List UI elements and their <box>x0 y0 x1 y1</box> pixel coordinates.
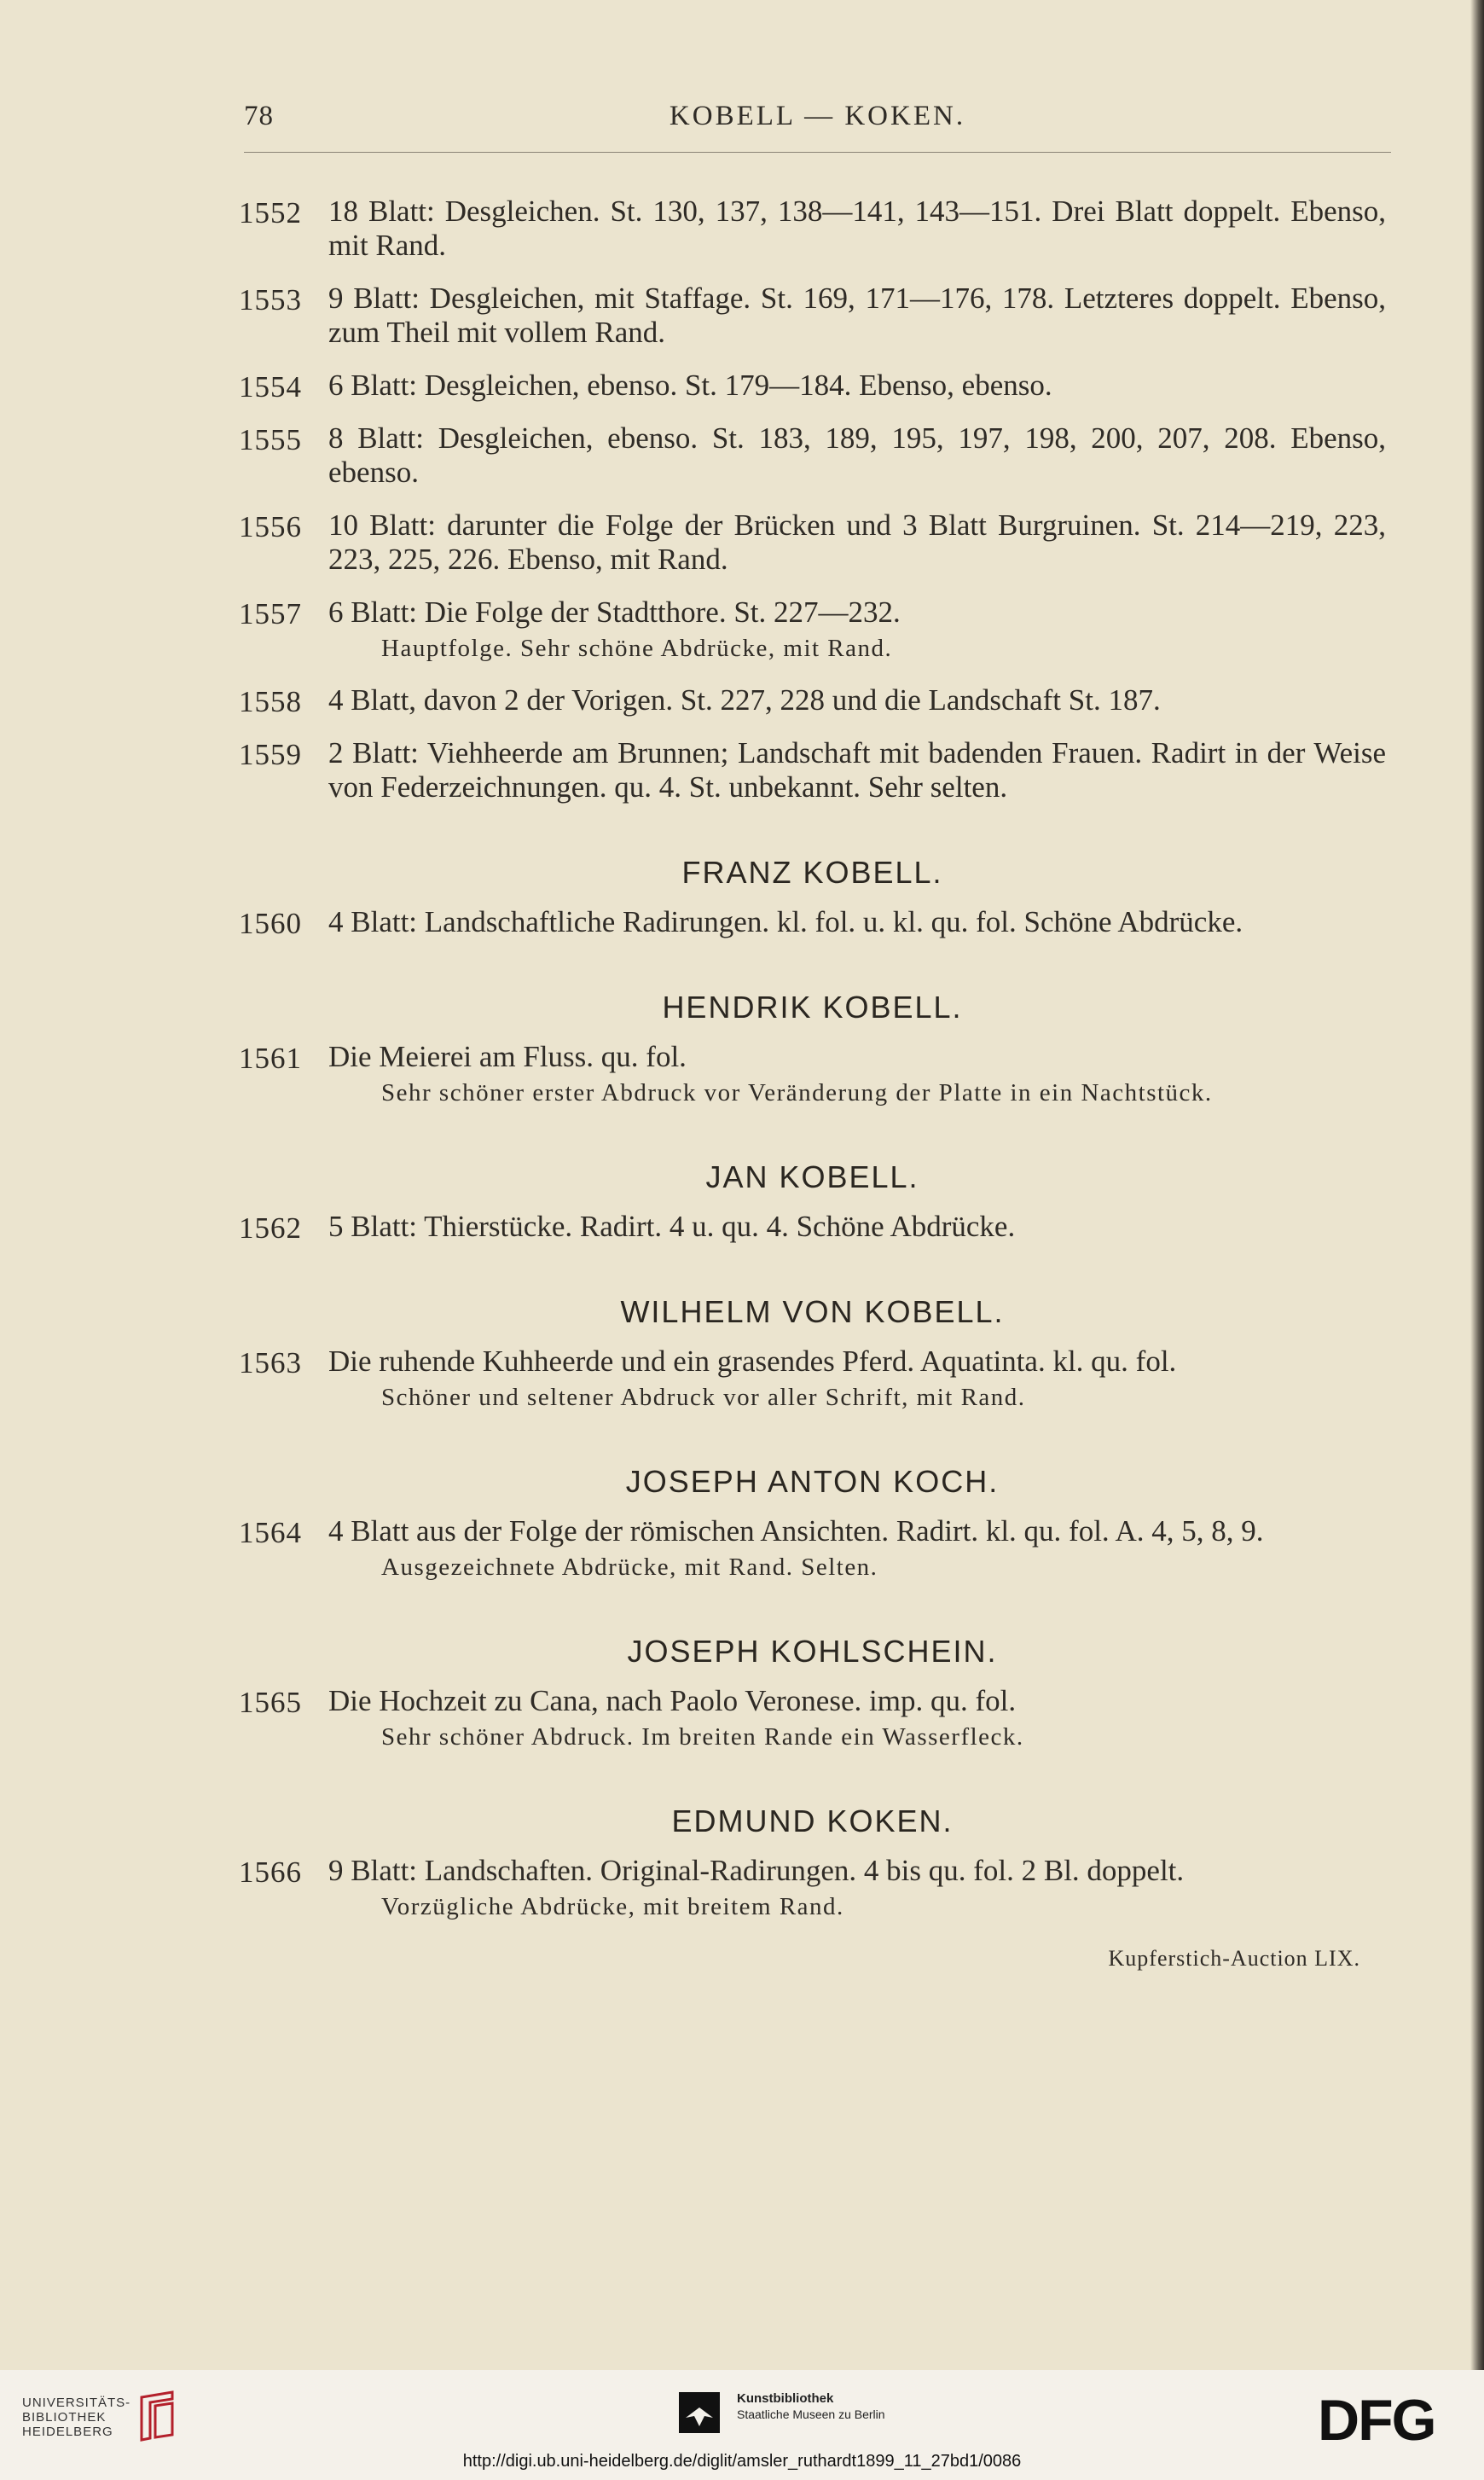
museum-label: Staatliche Museen zu Berlin <box>737 2407 885 2421</box>
lot-condition-note: Hauptfolge. Sehr schöne Abdrücke, mit Rand. <box>381 635 893 662</box>
source-url[interactable]: http://digi.ub.uni-heidelberg.de/diglit/amsler_ruthardt1899_11_27bd1/0086 <box>462 2452 1022 2471</box>
catalogue-entry <box>239 1210 1386 1244</box>
university-line: UNIVERSITÄTS- <box>22 2396 131 2410</box>
catalogue-entry <box>239 508 1386 577</box>
lot-condition-note: Schöner und seltener Abdruck vor aller Schrift, mit Rand. <box>381 1384 1026 1411</box>
lot-condition-note: Vorzügliche Abdrücke, mit breitem Rand. <box>381 1893 844 1920</box>
lot-number: 1562 <box>239 1211 302 1245</box>
lot-number: 1555 <box>239 423 302 456</box>
lot-description: Die Hochzeit zu Cana, nach Paolo Veronese. imp. qu. fol. <box>328 1684 1017 1717</box>
lot-number: 1553 <box>239 283 302 317</box>
artist-heading: WILHELM VON KOBELL. <box>620 1294 1005 1329</box>
artist-heading: HENDRIK KOBELL. <box>662 990 963 1025</box>
catalogue-entry <box>239 195 1386 263</box>
artist-heading: FRANZ KOBELL. <box>681 855 943 890</box>
catalogue-entry <box>239 905 1386 939</box>
header-rule <box>244 152 1391 153</box>
lot-number: 1554 <box>239 370 302 404</box>
signature-line: Kupferstich-Auction LIX. <box>1108 1946 1360 1971</box>
lot-description: 18 Blatt: Desgleichen. St. 130, 137, 138—141, 143—151. Drei Blatt doppelt. Ebenso, mit Rand. <box>328 195 1386 262</box>
lot-number: 1563 <box>239 1346 302 1379</box>
viewer-footer <box>0 2370 1484 2480</box>
lot-description: 6 Blatt: Die Folge der Stadtthore. St. 227—232. <box>328 595 901 629</box>
catalogue-entry <box>239 595 1386 665</box>
catalogue-entry <box>239 1345 1386 1414</box>
lot-description: 5 Blatt: Thierstücke. Radirt. 4 u. qu. 4. Schöne Abdrücke. <box>328 1210 1016 1243</box>
catalogue-entry <box>239 421 1386 490</box>
lot-description: 9 Blatt: Desgleichen, mit Staffage. St. 169, 171—176, 178. Letzteres doppelt. Ebenso, zum Theil mit vollem Rand. <box>328 282 1386 349</box>
catalogue-entry <box>239 1684 1386 1753</box>
lot-description: 4 Blatt aus der Folge der römischen Ansichten. Radirt. kl. qu. fol. A. 4, 5, 8, 9. <box>328 1514 1264 1548</box>
artist-heading: EDMUND KOKEN. <box>671 1803 954 1838</box>
catalogue-entry <box>239 1040 1386 1109</box>
running-header <box>244 101 1391 143</box>
artist-heading: JOSEPH KOHLSCHEIN. <box>627 1634 998 1669</box>
kunstbibliothek-eagle-icon <box>679 2392 720 2433</box>
lot-condition-note: Ausgezeichnete Abdrücke, mit Rand. Selten. <box>381 1554 878 1581</box>
catalogue-entry <box>239 1514 1386 1583</box>
lot-description: 9 Blatt: Landschaften. Original-Radirungen. 4 bis qu. fol. 2 Bl. doppelt. <box>328 1854 1185 1887</box>
catalogue-entry <box>239 683 1386 717</box>
lot-condition-note: Sehr schöner erster Abdruck vor Veränderung der Platte in ein Nachtstück. <box>381 1079 1213 1106</box>
artist-heading: JOSEPH ANTON KOCH. <box>625 1464 1000 1499</box>
catalogue-entries <box>239 195 1386 1976</box>
kunstbibliothek-logo <box>679 2387 935 2438</box>
university-line: HEIDELBERG <box>22 2425 113 2439</box>
catalogue-entry <box>239 282 1386 350</box>
artist-heading: JAN KOBELL. <box>705 1159 919 1194</box>
lot-number: 1557 <box>239 597 302 630</box>
kunstbibliothek-label: Kunstbibliothek <box>737 2391 834 2406</box>
lot-number: 1566 <box>239 1856 302 1889</box>
lot-number: 1561 <box>239 1042 302 1075</box>
running-title: KOBELL — KOKEN. <box>669 101 966 131</box>
lot-number: 1558 <box>239 685 302 718</box>
lot-description: 8 Blatt: Desgleichen, ebenso. St. 183, 189, 195, 197, 198, 200, 207, 208. Ebenso, ebenso. <box>328 421 1386 489</box>
page-edge-shadow <box>1470 0 1484 2370</box>
lot-description: 10 Blatt: darunter die Folge der Brücken und 3 Blatt Burgruinen. St. 214—219, 223, 223, 225, 226. Ebenso, mit Rand. <box>328 508 1386 576</box>
lot-condition-note: Sehr schöner Abdruck. Im breiten Rande ein Wasserfleck. <box>381 1723 1024 1751</box>
lot-description: 4 Blatt: Landschaftliche Radirungen. kl. fol. u. kl. qu. fol. Schöne Abdrücke. <box>328 905 1243 938</box>
catalogue-entry <box>239 369 1386 403</box>
lot-number: 1552 <box>239 196 302 229</box>
university-library-logo-text <box>22 2396 130 2439</box>
catalogue-entry <box>239 1854 1386 1923</box>
lot-description: Die Meierei am Fluss. qu. fol. <box>328 1040 687 1073</box>
lot-number: 1556 <box>239 510 302 543</box>
lot-description: 2 Blatt: Viehheerde am Brunnen; Landschaft mit badenden Frauen. Radirt in der Weise von Federzeichnungen. qu. 4. St. unbekannt. Sehr selten. <box>328 736 1386 804</box>
lot-number: 1559 <box>239 738 302 771</box>
lot-description: 6 Blatt: Desgleichen, ebenso. St. 179—184. Ebenso, ebenso. <box>328 369 1052 402</box>
university-line: BIBLIOTHEK <box>22 2410 107 2425</box>
lot-number: 1564 <box>239 1516 302 1549</box>
lot-number: 1565 <box>239 1686 302 1719</box>
lot-description: Die ruhende Kuhheerde und ein grasendes Pferd. Aquatinta. kl. qu. fol. <box>328 1345 1177 1378</box>
university-logo-icon <box>138 2390 176 2442</box>
lot-description: 4 Blatt, davon 2 der Vorigen. St. 227, 228 und die Landschaft St. 187. <box>328 683 1161 717</box>
dfg-logo: DFG <box>1318 2388 1435 2453</box>
catalogue-entry <box>239 736 1386 804</box>
page-number: 78 <box>244 101 274 131</box>
lot-number: 1560 <box>239 907 302 940</box>
